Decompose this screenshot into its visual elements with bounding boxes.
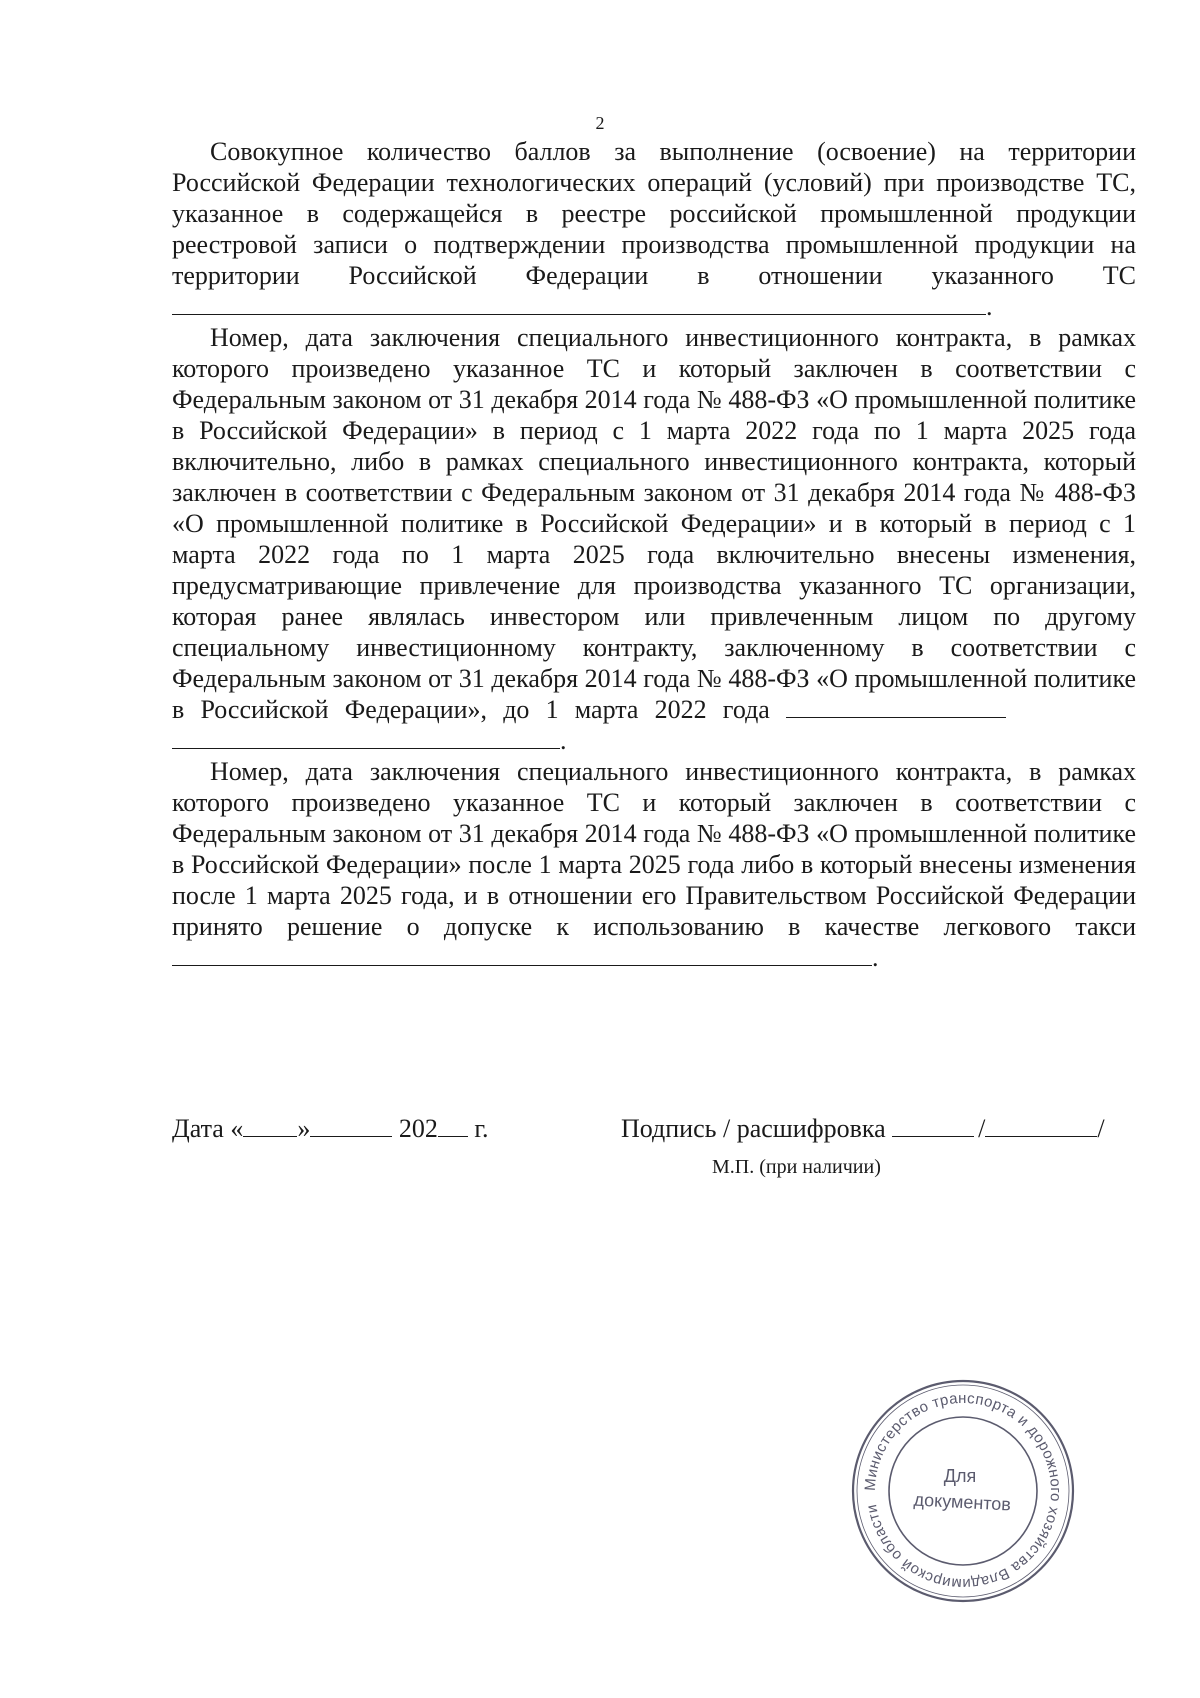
- paragraph-contract-after-2025-text: Номер, дата заключения специального инвестиционного контракта, в рамках которого произведено указанное ТС и который заключен в соответствии с Федеральным законом от 31 декабря 2014 года № 488-ФЗ «О промышленной политике в Российской Федерации» после 1 марта 2025 года либо в который внесены изменения после 1 марта 2025 года, и в отношении его Правительством Российской Федерации принято решение о допуске к использованию в качестве легкового такси: [172, 757, 1136, 941]
- stamp-ring-text: Министерство транспорта и дорожного хозяйства Владимирской области: [861, 1389, 1065, 1593]
- paragraph-points-total: Совокупное количество баллов за выполнение (освоение) на территории Российской Федерации технологических операций (условий) при производстве ТС, указанное в содержащейся в реестре российской промышленной продукции реестровой записи о подтверждении производства промышленной продукции на территории Российской Федерации в отношении указанного ТС.: [172, 137, 1136, 321]
- stamp-center-line-2: документов: [913, 1489, 1012, 1515]
- points-total-blank: [172, 292, 986, 315]
- signature-blank: [892, 1114, 974, 1137]
- taxi-contract-blank: [172, 943, 872, 966]
- paragraph-points-total-text: Совокупное количество баллов за выполнение (освоение) на территории Российской Федерации технологических операций (условий) при производстве ТС, указанное в содержащейся в реестре российской промышленной продукции реестровой записи о подтверждении производства промышленной продукции на территории Российской Федерации в отношении указанного ТС: [172, 137, 1136, 290]
- contract-date-blank: [172, 726, 560, 749]
- official-stamp: [848, 1376, 1078, 1606]
- contract-number-blank: [786, 695, 1006, 718]
- stamp-rings: [853, 1381, 1073, 1601]
- name-blank: [985, 1114, 1097, 1137]
- stamp-center-line-1: Для: [943, 1466, 977, 1486]
- paragraph-contract-after-2025: Номер, дата заключения специального инвестиционного контракта, в рамках которого произведено указанное ТС и который заключен в соответствии с Федеральным законом от 31 декабря 2014 года № 488-ФЗ «О промышленной политике в Российской Федерации» после 1 марта 2025 года либо в который внесены изменения после 1 марта 2025 года, и в отношении его Правительством Российской Федерации принято решение о допуске к использованию в качестве легкового такси .: [172, 757, 1136, 972]
- signature-field: Подпись / расшифровка / /: [621, 1114, 1105, 1143]
- month-blank: [310, 1114, 392, 1137]
- page-number: 2: [595, 113, 605, 133]
- document-body: [172, 136, 1136, 973]
- date-field: Дата « » 202 г.: [172, 1114, 489, 1143]
- paragraph-contract-before-2025: Номер, дата заключения специального инвестиционного контракта, в рамках которого произведено указанное ТС и который заключен в соответствии с Федеральным законом от 31 декабря 2014 года № 488-ФЗ «О промышленной политике в Российской Федерации» в период с 1 марта 2022 года по 1 марта 2025 года включительно, либо в рамках специального инвестиционного контракта, который заключен в соответствии с Федеральным законом от 31 декабря 2014 года № 488-ФЗ «О промышленной политике в Российской Федерации» и в который в период с 1 марта 2022 года по 1 марта 2025 года включительно внесены изменения, предусматривающие привлечение для производства указанного ТС организации, которая ранее являлась инвестором или привлеченным лицом по другому специальному инвестиционному контракту, заключенному в соответствии с Федеральным законом от 31 декабря 2014 года № 488-ФЗ «О промышленной политике в Российской Федерации», до 1 марта 2022 года .: [172, 323, 1136, 755]
- paragraph-contract-before-2025-text: Номер, дата заключения специального инвестиционного контракта, в рамках которого произведено указанное ТС и который заключен в соответствии с Федеральным законом от 31 декабря 2014 года № 488-ФЗ «О промышленной политике в Российской Федерации» в период с 1 марта 2022 года по 1 марта 2025 года включительно, либо в рамках специального инвестиционного контракта, который заключен в соответствии с Федеральным законом от 31 декабря 2014 года № 488-ФЗ «О промышленной политике в Российской Федерации» и в который в период с 1 марта 2022 года по 1 марта 2025 года включительно внесены изменения, предусматривающие привлечение для производства указанного ТС организации, которая ранее являлась инвестором или привлеченным лицом по другому специальному инвестиционному контракту, заключенному в соответствии с Федеральным законом от 31 декабря 2014 года № 488-ФЗ «О промышленной политике в Российской Федерации», до 1 марта 2022 года: [172, 323, 1136, 724]
- year-blank: [438, 1114, 468, 1137]
- seal-note: М.П. (при наличии): [712, 1156, 881, 1178]
- day-blank: [243, 1114, 297, 1137]
